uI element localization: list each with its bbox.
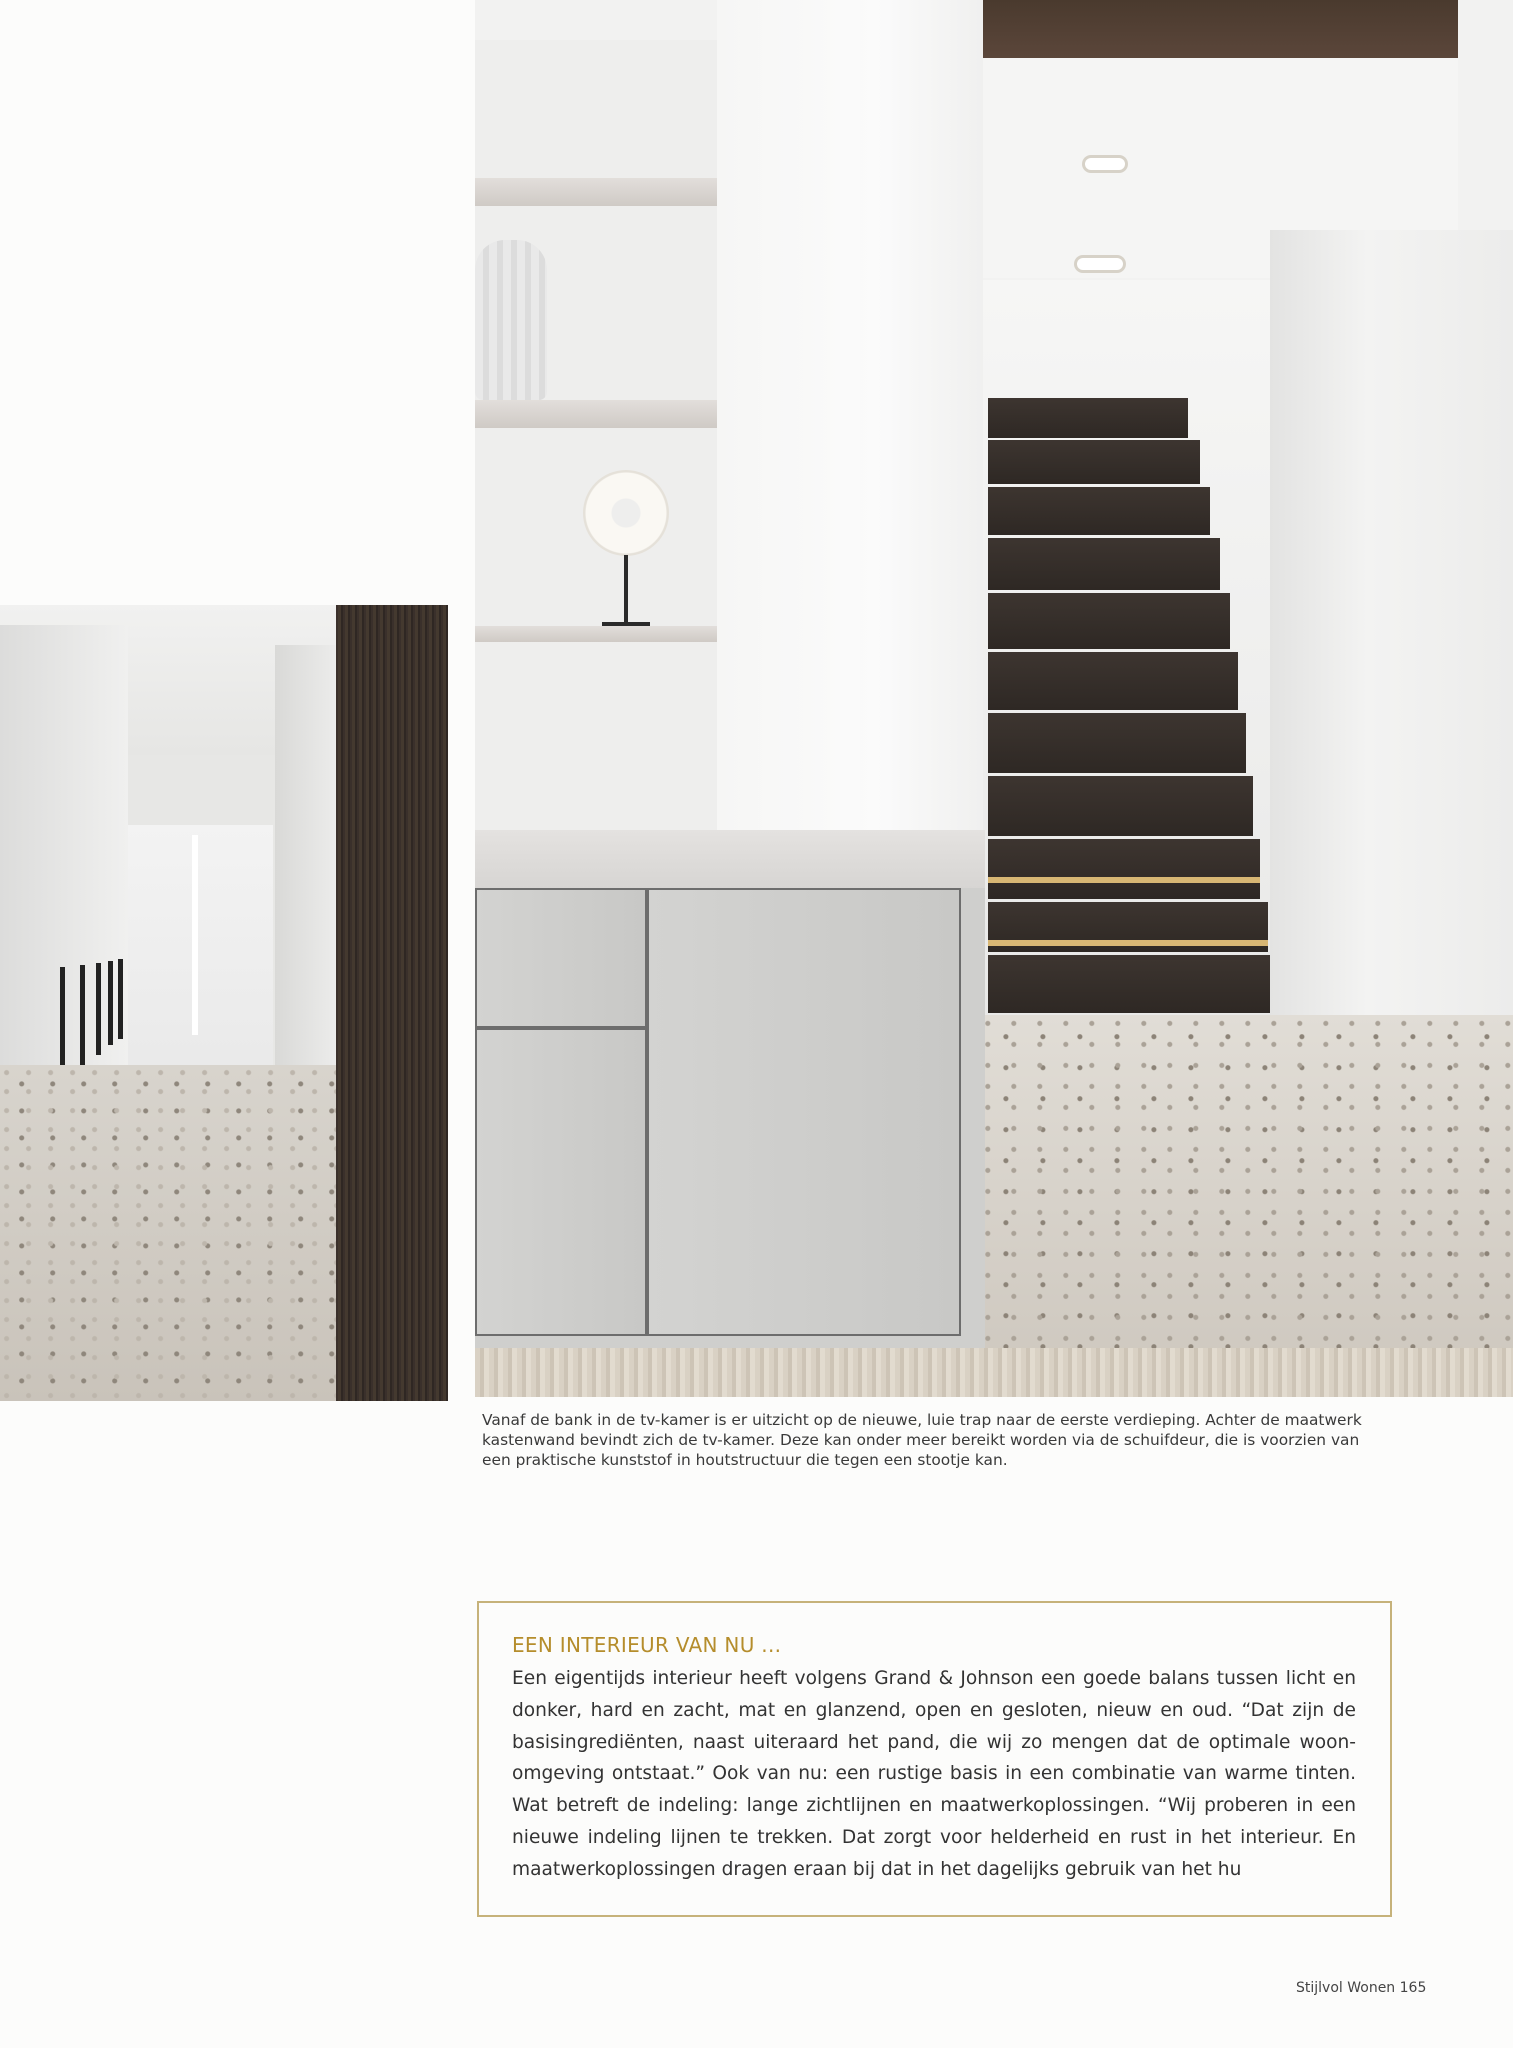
hallway-photo [0,605,448,1401]
niche-wall [475,40,717,835]
magazine-name: Stijlvol Wonen [1296,1980,1396,1996]
page-footer [1296,1980,1426,1996]
sidebar-box [477,1601,1392,1917]
shelf [475,178,717,206]
hallway-corridor [128,825,273,1085]
sculpture-stand [624,555,628,625]
hallway-terrazzo-floor [0,1065,340,1401]
white-column [717,0,983,860]
wardrobe-handle [96,963,101,1055]
stair-step [988,955,1270,1013]
shelf [475,400,717,428]
sidebar-body: Een eigentijds interieur heeft volgens Grand & Johnson een goede balans tussen licht en donker, hard en zacht, mat en glanzend, open en gesloten, nieuw en oud. “Dat zijn de basisingrediënten, naast uiteraard het pand, die wij zo mengen dat de optimale woon-omgeving ontstaat.” Ook van nu: een rustige basis in een combinatie van warme tinten. Wat betreft de indeling: lange zichtlijnen en maatwerkoplossingen. “Wij proberen in een nieuwe indeling lijnen te trekken. Dat zorgt voor helderheid en rust in het interieur. En maatwerkoplossingen dragen eraan bij dat in het dagelijks gebruik van het hu [512,1668,1356,1880]
cabinet-door [647,888,961,1336]
cabinet-countertop [475,830,985,888]
stone-ring-sculpture [583,470,669,556]
coral-sculpture [475,240,547,400]
hallway-light-slit [192,835,198,1035]
ceiling-spotlight [1085,158,1125,170]
stair-step [988,487,1210,535]
built-in-cabinet [475,888,985,1348]
wardrobe-handle [60,967,65,1075]
wardrobe-handle [118,959,123,1039]
sliding-door [336,605,448,1401]
stair-step [988,839,1260,899]
stair-step [988,776,1253,836]
wool-rug [475,1348,1513,1397]
stair-step [988,593,1230,649]
ceiling-spotlight [1077,258,1123,270]
wardrobe-handle [108,961,113,1045]
stair-step [988,398,1188,438]
step-led-light [988,877,1260,883]
stair-right-wall [1270,230,1513,1030]
staircase-photo [475,0,1513,1397]
page-number: 165 [1399,1980,1427,1996]
cabinet-drawer [475,888,647,1028]
terrazzo-floor [980,1015,1513,1357]
sidebar-heading: EEN INTERIEUR VAN NU ... [512,1633,782,1657]
sculpture-stand-base [602,622,650,626]
stair-step [988,440,1200,484]
shelf [475,626,717,642]
stair-step [988,652,1238,710]
step-led-light [988,940,1268,946]
wardrobe-handle [80,965,85,1065]
stair-step [988,538,1220,590]
stair-step [988,713,1246,773]
cabinet-door [475,1028,647,1336]
photo-caption: Vanaf de bank in de tv-kamer is er uitzicht op de nieuwe, luie trap naar de eerste verdieping. Achter de maatwerk kastenwand bevindt zich de tv-kamer. Deze kan onder meer bereikt worden via de schuifdeur, die is voorzien van een praktische kunststof in houtstructuur die tegen een stootje kan. [482,1411,1362,1469]
wooden-beam [983,0,1458,58]
